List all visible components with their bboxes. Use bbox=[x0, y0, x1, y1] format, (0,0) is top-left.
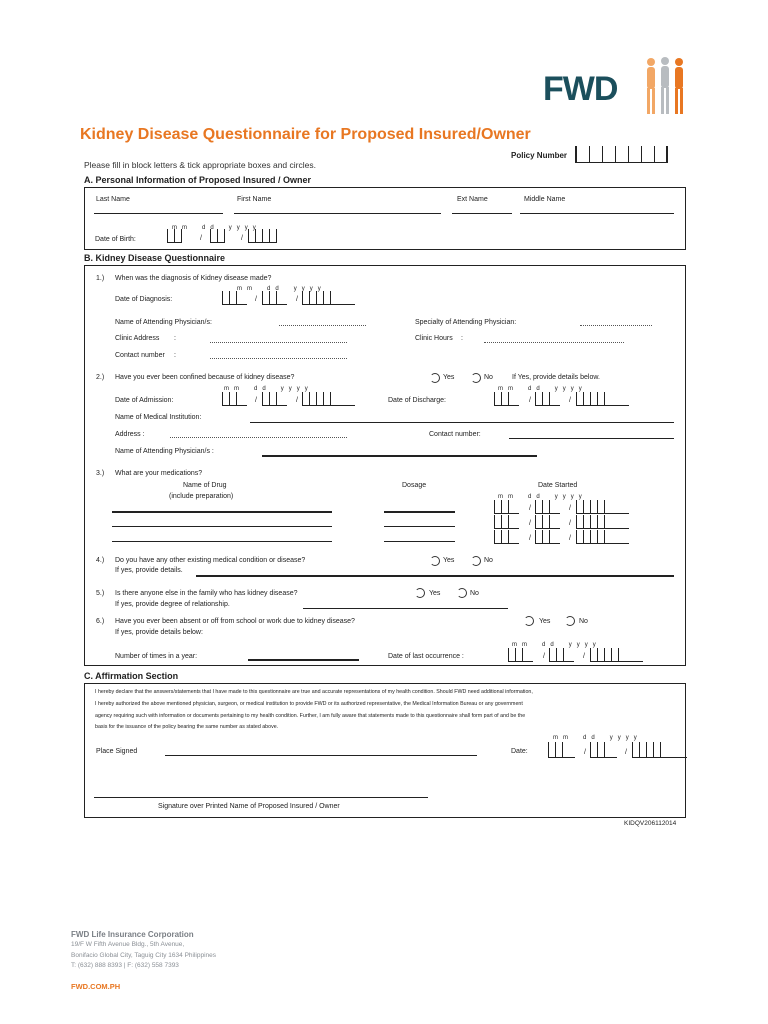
times-per-year-label: Number of times in a year: bbox=[115, 653, 198, 660]
footer-phone: T: (632) 888 8393 | F: (632) 558 7393 bbox=[71, 962, 179, 969]
drug-row-2[interactable] bbox=[112, 526, 332, 527]
fwd-logo bbox=[543, 66, 693, 122]
discharge-date-format: m m d d y y y y bbox=[498, 386, 582, 392]
q4-no-label: No bbox=[484, 557, 493, 564]
affirm-month-boxes[interactable] bbox=[548, 742, 575, 758]
q3-date-year-2[interactable] bbox=[576, 515, 629, 529]
q2-no-radio[interactable] bbox=[471, 373, 481, 383]
medical-institution-field[interactable] bbox=[250, 422, 674, 423]
q6-no-radio[interactable] bbox=[565, 616, 575, 626]
contact-number-colon: : bbox=[174, 352, 176, 359]
q4-details-field[interactable] bbox=[196, 575, 674, 577]
date-of-diagnosis-label: Date of Diagnosis: bbox=[115, 296, 173, 303]
q3-date-format: m m d d y y y y bbox=[498, 494, 582, 500]
attending-physician-field[interactable] bbox=[279, 325, 366, 326]
specialty-label: Specialty of Attending Physician: bbox=[415, 319, 517, 326]
discharge-year-boxes[interactable] bbox=[576, 392, 629, 406]
footer-address-1: 19/F W Fifth Avenue Bldg., 5th Avenue, bbox=[71, 941, 185, 948]
date-separator: / bbox=[569, 397, 571, 404]
form-code: KIDQV206112014 bbox=[624, 820, 677, 827]
admission-month-boxes[interactable] bbox=[222, 392, 247, 406]
last-occurrence-label: Date of last occurrence : bbox=[388, 653, 464, 660]
first-name-label: First Name bbox=[237, 196, 272, 203]
drug-row-3[interactable] bbox=[112, 541, 332, 542]
date-separator: / bbox=[569, 505, 571, 512]
q6-question: Have you ever been absent or off from school or work due to kidney disease? bbox=[115, 618, 355, 625]
footer-company: FWD Life Insurance Corporation bbox=[71, 930, 194, 939]
admission-year-boxes[interactable] bbox=[302, 392, 355, 406]
q2-if-yes: If Yes, provide details below. bbox=[512, 374, 600, 381]
fwd-wordmark: FWD bbox=[543, 70, 618, 108]
q3-date-month-2[interactable] bbox=[494, 515, 519, 529]
q4-sub: If yes, provide details. bbox=[115, 567, 183, 574]
dosage-column-header: Dosage bbox=[402, 482, 427, 489]
medical-institution-label: Name of Medical Institution: bbox=[115, 414, 202, 421]
drug-column-header: Name of Drug bbox=[183, 482, 227, 489]
q5-yes-radio[interactable] bbox=[415, 588, 425, 598]
policy-number-boxes[interactable] bbox=[575, 146, 668, 163]
q3-question: What are your medications? bbox=[115, 470, 203, 477]
affirmation-line-4: basis for the issuance of the policy bearing the same number as stated above. bbox=[95, 724, 279, 730]
q3-date-month-1[interactable] bbox=[494, 500, 519, 514]
date-separator: / bbox=[569, 535, 571, 542]
specialty-field[interactable] bbox=[580, 325, 652, 326]
affirmation-line-3: agency requiring such with information or documents pertaining to my health condition. Further, I am fully aware that statements made to this questionnaire shall form part of and be the bbox=[95, 713, 526, 719]
affirmation-line-1: I hereby declare that the answers/statements that I have made to this questionnaire are true and accurate representations of my health condition. Should FWD need additional information, bbox=[95, 689, 533, 695]
affirmation-line-2: I hereby authorized the above mentioned physician, surgeon, or medical institution to provide FWD or its authorized representative, the Medical Information Bureau or any government bbox=[95, 701, 523, 707]
q5-sub: If yes, provide degree of relationship. bbox=[115, 601, 230, 608]
q2-number: 2.) bbox=[96, 374, 105, 381]
q1-date-format: m m d d y y y y bbox=[237, 286, 321, 292]
discharge-month-boxes[interactable] bbox=[494, 392, 519, 406]
date-separator: / bbox=[529, 505, 531, 512]
times-per-year-field[interactable] bbox=[248, 659, 359, 661]
place-signed-label: Place Signed bbox=[96, 748, 138, 755]
date-of-discharge-label: Date of Discharge: bbox=[388, 397, 446, 404]
q6-yes-label: Yes bbox=[539, 618, 551, 625]
middle-name-label: Middle Name bbox=[524, 196, 566, 203]
date-separator: / bbox=[543, 653, 545, 660]
q3-number: 3.) bbox=[96, 470, 105, 477]
footer-website-link[interactable]: FWD.COM.PH bbox=[71, 982, 121, 991]
contact-number-label: Contact number bbox=[115, 352, 165, 359]
date-separator: / bbox=[583, 653, 585, 660]
clinic-address-label: Clinic Address bbox=[115, 335, 160, 342]
q3-date-year-3[interactable] bbox=[576, 530, 629, 544]
date-started-column-header: Date Started bbox=[538, 482, 578, 489]
affirm-date-format: m m d d y y y y bbox=[553, 735, 637, 741]
middle-name-field[interactable] bbox=[520, 213, 674, 214]
signature-label: Signature over Printed Name of Proposed Insured / Owner bbox=[158, 803, 340, 810]
clinic-hours-field[interactable] bbox=[484, 342, 624, 343]
q2-yes-radio[interactable] bbox=[430, 373, 440, 383]
q2-yes-label: Yes bbox=[443, 374, 455, 381]
diagnosis-day-boxes[interactable] bbox=[262, 291, 287, 305]
q1-number: 1.) bbox=[96, 275, 105, 282]
last-name-field[interactable] bbox=[94, 213, 223, 214]
q2-physician-label: Name of Attending Physician/s : bbox=[115, 448, 214, 455]
section-a-title: A. Personal Information of Proposed Insured / Owner bbox=[84, 175, 312, 185]
dob-year-boxes[interactable] bbox=[248, 229, 277, 243]
contact-number-field[interactable] bbox=[210, 358, 347, 359]
dob-month-boxes[interactable] bbox=[167, 229, 182, 243]
dosage-row-1[interactable] bbox=[384, 511, 455, 513]
q4-number: 4.) bbox=[96, 557, 105, 564]
q5-question: Is there anyone else in the family who has kidney disease? bbox=[115, 590, 298, 597]
date-separator: / bbox=[569, 520, 571, 527]
place-signed-field[interactable] bbox=[165, 755, 477, 756]
q4-yes-radio[interactable] bbox=[430, 556, 440, 566]
q5-no-radio[interactable] bbox=[457, 588, 467, 598]
date-separator: / bbox=[296, 296, 298, 303]
date-separator: / bbox=[584, 749, 586, 756]
diagnosis-year-boxes[interactable] bbox=[302, 291, 355, 305]
signature-field[interactable] bbox=[94, 797, 428, 798]
q1-question: When was the diagnosis of Kidney disease made? bbox=[115, 275, 272, 282]
dob-separator: / bbox=[200, 235, 202, 242]
instructions: Please fill in block letters & tick appropriate boxes and circles. bbox=[84, 160, 316, 170]
first-name-field[interactable] bbox=[234, 213, 441, 214]
q6-number: 6.) bbox=[96, 618, 105, 625]
diagnosis-month-boxes[interactable] bbox=[222, 291, 247, 305]
footer-address-2: Bonifacio Global City, Taguig City 1634 Philippines bbox=[71, 952, 217, 959]
admission-date-format: m m d d y y y y bbox=[224, 386, 308, 392]
q5-details-field[interactable] bbox=[303, 608, 508, 609]
q3-date-day-1[interactable] bbox=[535, 500, 560, 514]
clinic-hours-label: Clinic Hours bbox=[415, 335, 453, 342]
policy-number-label: Policy Number bbox=[511, 151, 568, 160]
dob-day-boxes[interactable] bbox=[210, 229, 225, 243]
clinic-address-field[interactable] bbox=[210, 342, 347, 343]
q2-contact-field[interactable] bbox=[509, 438, 674, 439]
affirm-year-boxes[interactable] bbox=[632, 742, 687, 758]
q3-date-year-1[interactable] bbox=[576, 500, 629, 514]
date-separator: / bbox=[255, 397, 257, 404]
dob-format-label: m m d d y y y y bbox=[172, 225, 256, 231]
q3-date-day-3[interactable] bbox=[535, 530, 560, 544]
date-separator: / bbox=[625, 749, 627, 756]
q6-month-boxes[interactable] bbox=[508, 648, 533, 662]
q2-no-label: No bbox=[484, 374, 493, 381]
q6-year-boxes[interactable] bbox=[590, 648, 643, 662]
runners-icon bbox=[641, 56, 691, 116]
section-b-title: B. Kidney Disease Questionnaire bbox=[84, 253, 226, 263]
dob-label: Date of Birth: bbox=[95, 236, 136, 243]
q5-number: 5.) bbox=[96, 590, 105, 597]
q2-address-label: Address : bbox=[115, 431, 145, 438]
section-c-title: C. Affirmation Section bbox=[84, 671, 179, 681]
date-signed-label: Date: bbox=[511, 748, 528, 755]
date-separator: / bbox=[529, 520, 531, 527]
date-separator: / bbox=[529, 535, 531, 542]
q3-date-month-3[interactable] bbox=[494, 530, 519, 544]
ext-name-label: Ext Name bbox=[457, 196, 488, 203]
q4-question: Do you have any other existing medical condition or disease? bbox=[115, 557, 306, 564]
q6-sub: If yes, provide details below: bbox=[115, 629, 203, 636]
drug-column-sub: (include preparation) bbox=[169, 493, 234, 500]
q2-question: Have you ever been confined because of kidney disease? bbox=[115, 374, 295, 381]
ext-name-field[interactable] bbox=[452, 213, 512, 214]
q4-no-radio[interactable] bbox=[471, 556, 481, 566]
date-separator: / bbox=[255, 296, 257, 303]
admission-day-boxes[interactable] bbox=[262, 392, 287, 406]
q4-yes-label: Yes bbox=[443, 557, 455, 564]
date-of-admission-label: Date of Admission: bbox=[115, 397, 174, 404]
q2-address-field[interactable] bbox=[170, 437, 347, 438]
affirm-day-boxes[interactable] bbox=[590, 742, 617, 758]
clinic-hours-colon: : bbox=[461, 335, 463, 342]
attending-physician-label: Name of Attending Physician/s: bbox=[115, 319, 212, 326]
last-name-label: Last Name bbox=[96, 196, 130, 203]
q5-no-label: No bbox=[470, 590, 479, 597]
clinic-address-colon: : bbox=[174, 335, 176, 342]
date-separator: / bbox=[529, 397, 531, 404]
discharge-day-boxes[interactable] bbox=[535, 392, 560, 406]
dosage-row-3[interactable] bbox=[384, 541, 455, 542]
q6-no-label: No bbox=[579, 618, 588, 625]
page-title: Kidney Disease Questionnaire for Proposed Insured/Owner bbox=[80, 126, 531, 143]
q5-yes-label: Yes bbox=[429, 590, 441, 597]
dosage-row-2[interactable] bbox=[384, 526, 455, 527]
q2-physician-field[interactable] bbox=[262, 455, 537, 457]
drug-row-1[interactable] bbox=[112, 511, 332, 513]
date-separator: / bbox=[296, 397, 298, 404]
q6-day-boxes[interactable] bbox=[549, 648, 574, 662]
q3-date-day-2[interactable] bbox=[535, 515, 560, 529]
dob-separator: / bbox=[241, 235, 243, 242]
q6-yes-radio[interactable] bbox=[524, 616, 534, 626]
q2-contact-label: Contact number: bbox=[429, 431, 481, 438]
q6-date-format: m m d d y y y y bbox=[512, 642, 596, 648]
